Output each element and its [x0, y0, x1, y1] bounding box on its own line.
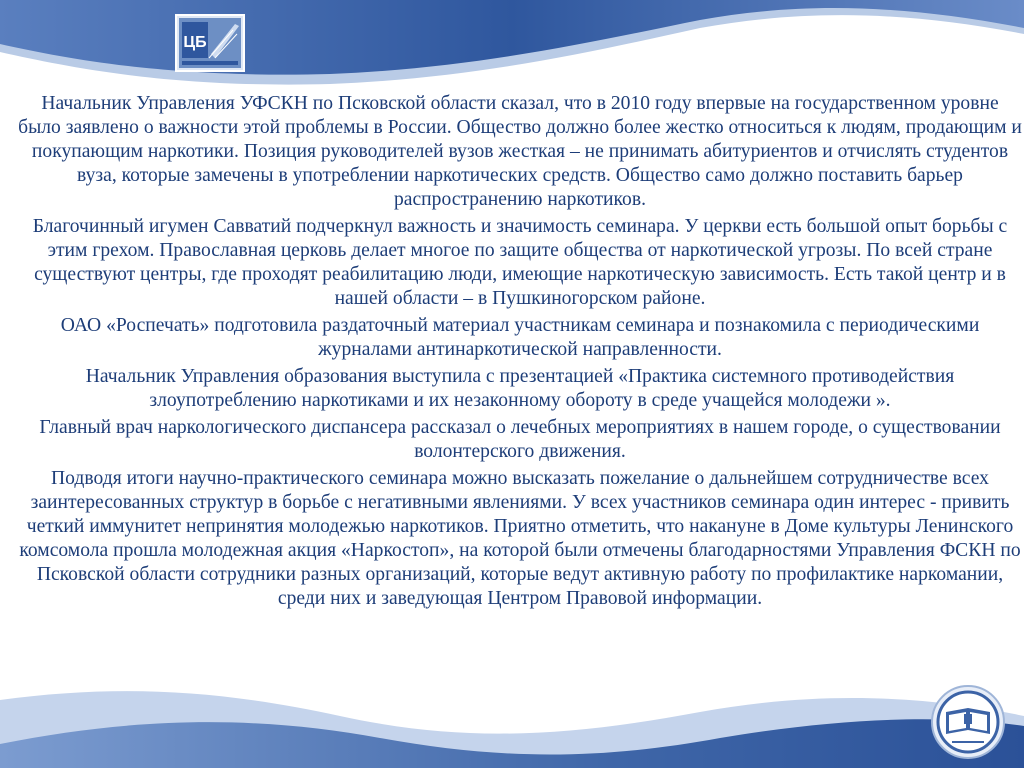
paragraph: Благочинный игумен Савватий подчеркнул важность и значимость семинара. У церкви есть большой опыт борьбы с этим грехом. Православная церковь делает многое по защите общества от наркотической угрозы. По всей стране существуют центры, где проходят реабилитацию люди, имеющие наркотическую зависимость. Есть такой центр и в нашей области – в Пушкиногорском районе. — [32, 216, 1008, 309]
paragraph: Подводя итоги научно-практического семинара можно высказать пожелание о дальнейшем сотрудничестве всех заинтересованных структур в борьбе с негативными явлениями. У всех участников семинара один интерес - привить четкий иммунитет непринятия молодежью наркотиков. Приятно отметить, что накануне в Доме культуры Ленинского комсомола прошла молодежная акция «Наркостоп», на которой были отмечены благодарностями Управления ФСКН по Псковской области сотрудники разных организаций, которые ведут активную работу по профилактике наркомании, среди них и заведующая Центром Правовой информации. — [19, 468, 1021, 609]
library-logo-top — [175, 14, 245, 72]
paragraph: Начальник Управления УФСКН по Псковской области сказал, что в 2010 году впервые на государственном уровне было заявлено о важности этой проблемы в России. Общество должно более жестко относиться к людям, продающим и покупающим наркотики. Позиция руководителей вузов жесткая – не принимать абитуриентов и отчислять студентов вуза, которые замечены в употреблении наркотических средств. Общество само должно поставить барьер распространению наркотиков. — [18, 93, 1022, 210]
logo-initials: ЦБ — [183, 34, 207, 51]
slide-text — [18, 92, 1022, 614]
paragraph: ОАО «Роспечать» подготовила раздаточный материал участникам семинара и познакомила с периодическими журналами антинаркотической направленности. — [60, 315, 980, 360]
library-emblem-bottom — [930, 684, 1006, 760]
paragraph: Главный врач наркологического диспансера рассказал о лечебных мероприятиях в нашем городе, о существовании волонтерского движения. — [39, 417, 1001, 462]
top-wave — [0, 0, 1024, 85]
paragraph: Начальник Управления образования выступила с презентацией «Практика системного противодействия злоупотреблению наркотиками и их незаконному обороту в среде учащейся молодежи ». — [85, 366, 955, 411]
bottom-wave — [0, 691, 1024, 768]
